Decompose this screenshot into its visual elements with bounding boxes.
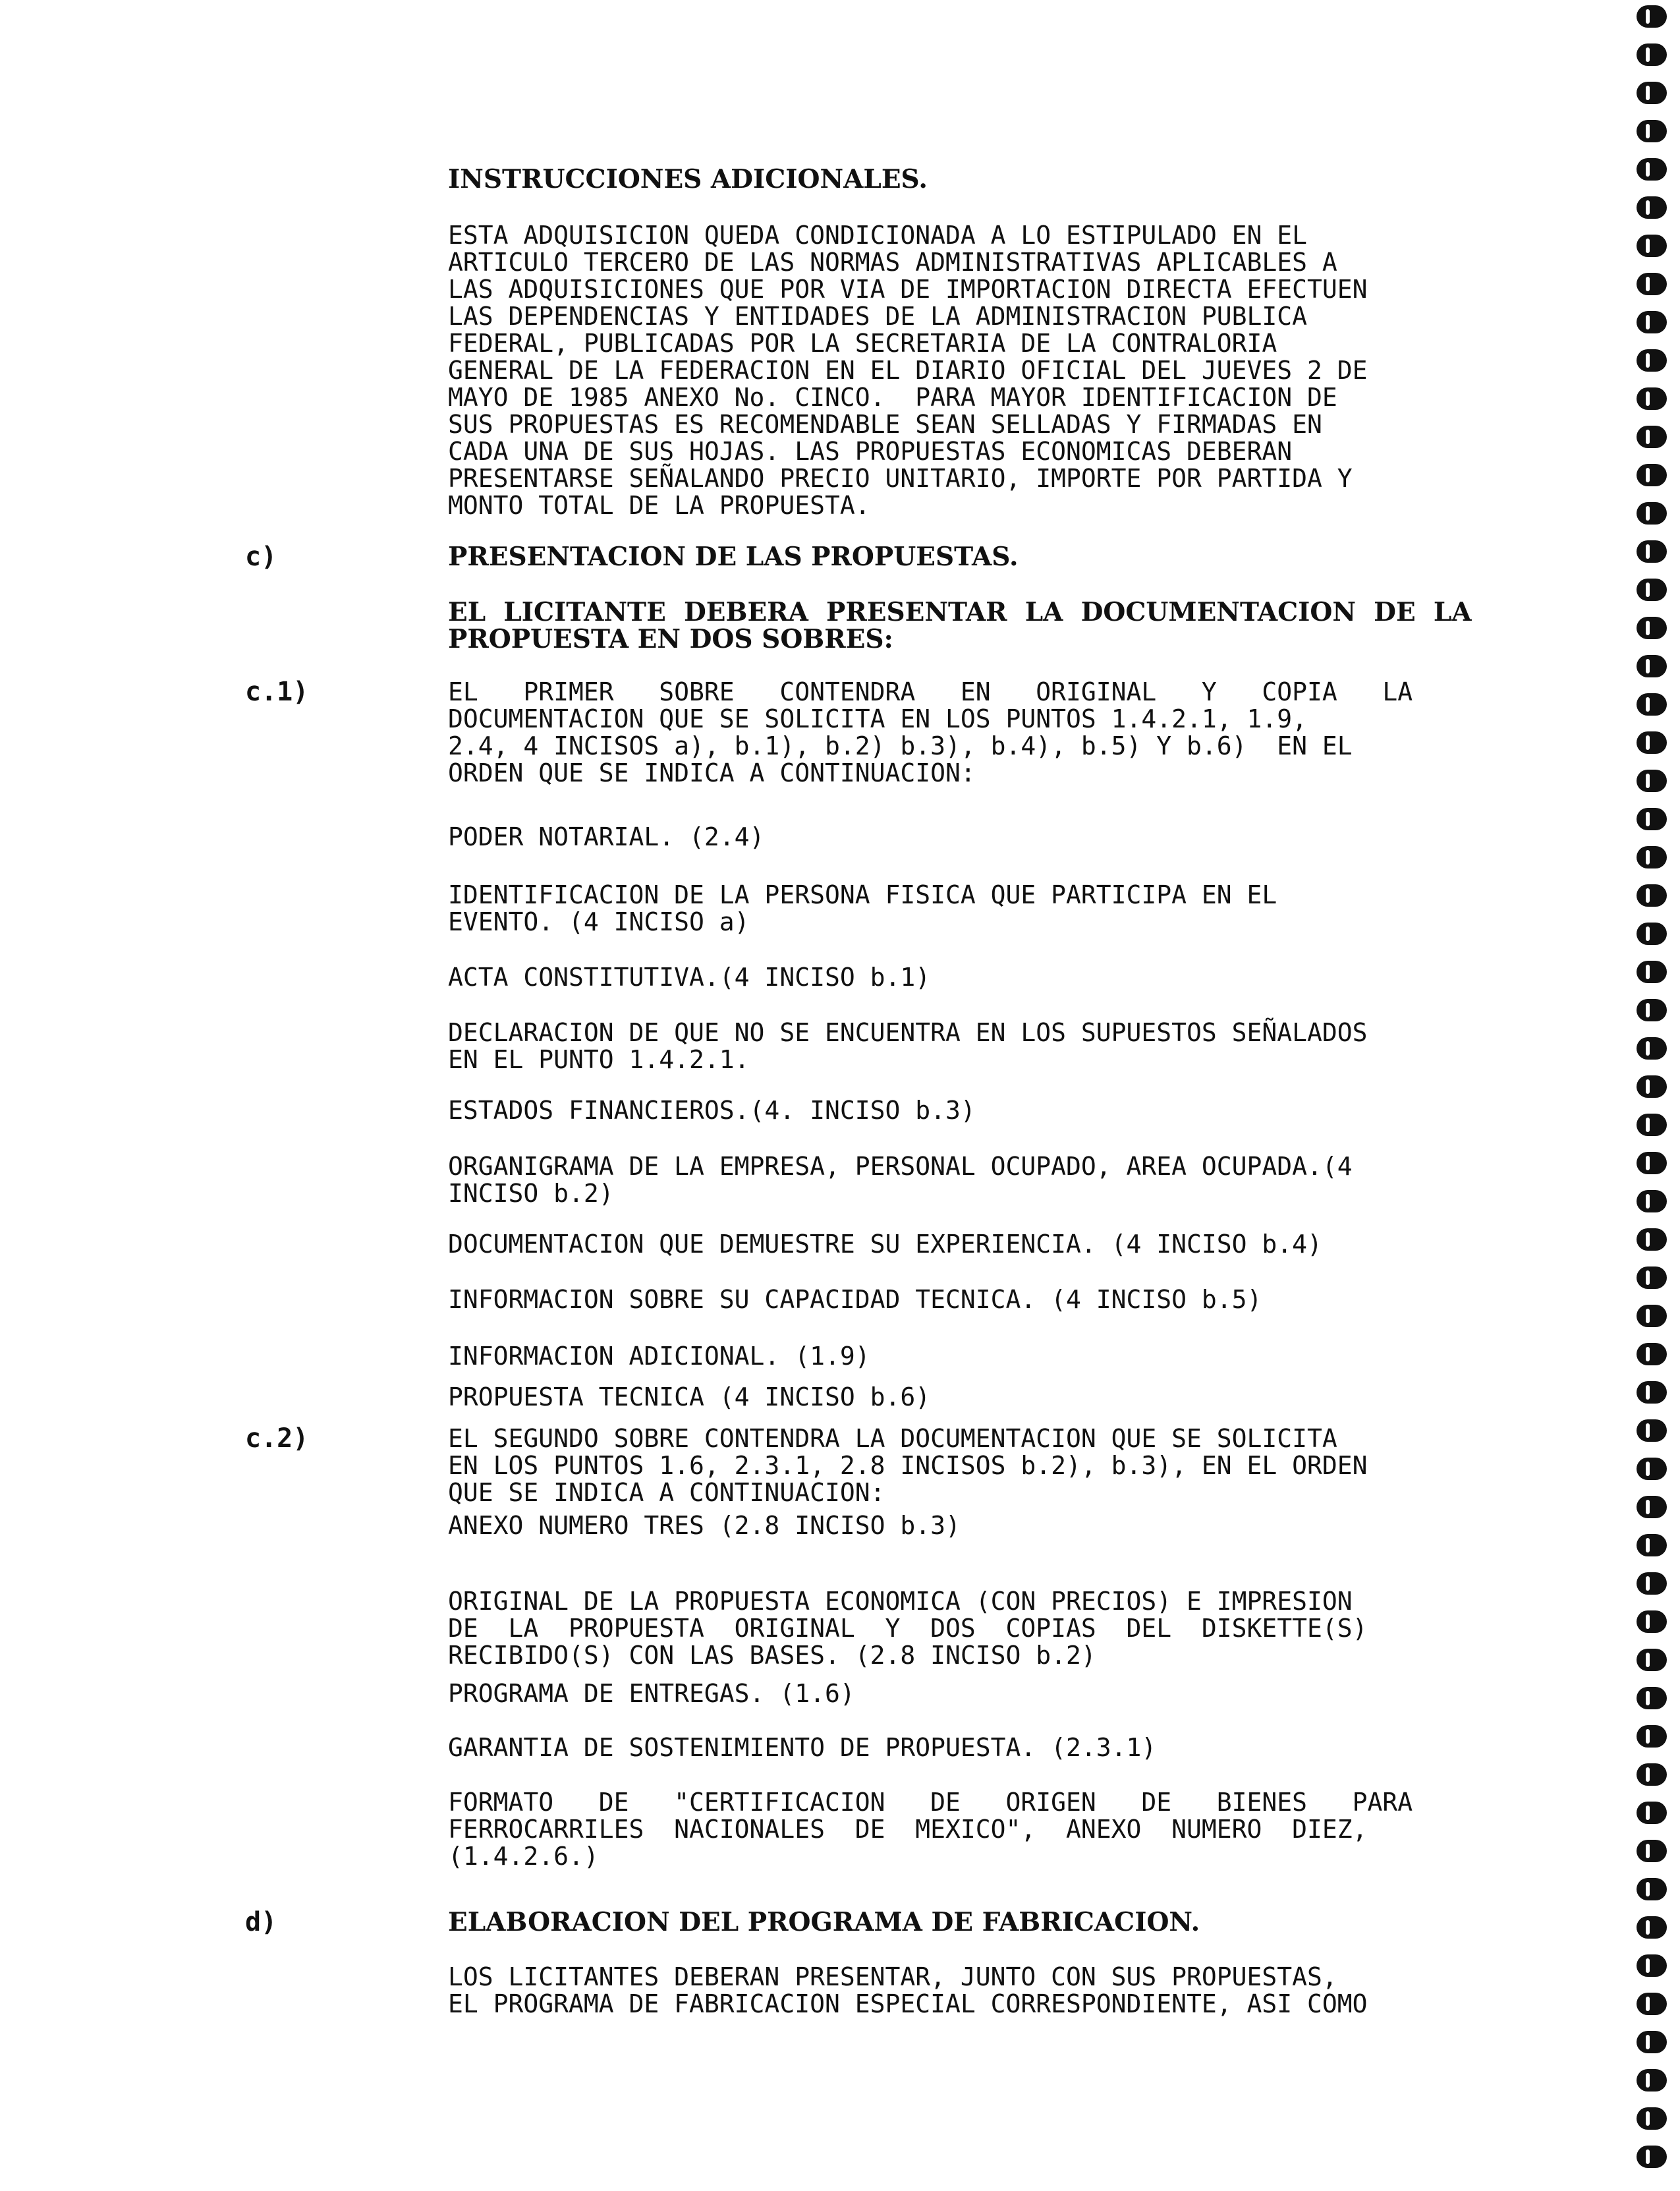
binder-hole-icon xyxy=(1637,808,1667,830)
c1-item xyxy=(448,1019,1463,1073)
c1-item xyxy=(448,1343,1463,1370)
section-c-intro-line: EL LICITANTE DEBERA PRESENTAR LA DOCUMENTACION DE LA xyxy=(448,597,1472,627)
c1-item-line: EN EL PUNTO 1.4.2.1. xyxy=(448,1045,750,1074)
c1-item xyxy=(448,1231,1463,1258)
c2-item xyxy=(448,1680,1463,1707)
c2-item-line: FERROCARRILES NACIONALES DE MEXICO", ANEXO NUMERO DIEZ, xyxy=(448,1815,1368,1844)
binder-hole-icon xyxy=(1637,617,1667,639)
binder-hole-icon xyxy=(1637,2107,1667,2130)
c1-item-line: PODER NOTARIAL. (2.4) xyxy=(448,822,765,851)
section-c1-line: DOCUMENTACION QUE SE SOLICITA EN LOS PUNTOS 1.4.2.1, 1.9, xyxy=(448,704,1308,733)
c1-item-line: DOCUMENTACION QUE DEMUESTRE SU EXPERIENCIA. (4 INCISO b.4) xyxy=(448,1230,1322,1259)
instructions-paragraph xyxy=(448,222,1463,519)
binder-hole-icon xyxy=(1637,693,1667,716)
c1-item xyxy=(448,964,1463,991)
section-c1-label: c.1) xyxy=(245,677,309,707)
c1-item xyxy=(448,1384,1463,1411)
binder-hole-icon xyxy=(1637,273,1667,295)
binder-hole-icon xyxy=(1637,961,1667,983)
section-d-line: EL PROGRAMA DE FABRICACION ESPECIAL CORRESPONDIENTE, ASI COMO xyxy=(448,1989,1368,2018)
binder-hole-icon xyxy=(1637,1381,1667,1404)
c2-item xyxy=(448,1588,1463,1669)
instructions-line: ESTA ADQUISICION QUEDA CONDICIONADA A LO ESTIPULADO EN EL xyxy=(448,221,1308,250)
section-c1-line: 2.4, 4 INCISOS a), b.1), b.2) b.3), b.4), b.5) Y b.6) EN EL xyxy=(448,731,1353,760)
section-c1-paragraph xyxy=(448,679,1463,787)
binder-hole-icon xyxy=(1637,1458,1667,1480)
c2-item xyxy=(448,1734,1463,1761)
c2-item-line: DE LA PROPUESTA ORIGINAL Y DOS COPIAS DEL DISKETTE(S) xyxy=(448,1614,1368,1643)
binder-hole-icon xyxy=(1637,426,1667,448)
c1-item-line: ORGANIGRAMA DE LA EMPRESA, PERSONAL OCUPADO, AREA OCUPADA.(4 xyxy=(448,1152,1353,1181)
binder-hole-icon xyxy=(1637,82,1667,104)
binder-hole-icon xyxy=(1637,1802,1667,1824)
c2-item-line: PROGRAMA DE ENTREGAS. (1.6) xyxy=(448,1679,855,1708)
instructions-line: LAS DEPENDENCIAS Y ENTIDADES DE LA ADMINISTRACION PUBLICA xyxy=(448,302,1308,331)
section-d-label: d) xyxy=(245,1907,277,1937)
section-c-intro xyxy=(448,597,1472,654)
c1-item-line: INFORMACION SOBRE SU CAPACIDAD TECNICA. (4 INCISO b.5) xyxy=(448,1285,1262,1314)
instructions-line: SUS PROPUESTAS ES RECOMENDABLE SEAN SELLADAS Y FIRMADAS EN xyxy=(448,410,1322,439)
c1-item-line: PROPUESTA TECNICA (4 INCISO b.6) xyxy=(448,1382,931,1411)
c1-item xyxy=(448,824,1463,851)
binder-hole-icon xyxy=(1637,158,1667,181)
binder-hole-icon xyxy=(1637,5,1667,28)
binder-hole-icon xyxy=(1637,235,1667,257)
c1-item-line: ACTA CONSTITUTIVA.(4 INCISO b.1) xyxy=(448,963,931,992)
section-c2-label: c.2) xyxy=(245,1423,309,1454)
binder-hole-icon xyxy=(1637,1114,1667,1136)
binder-hole-icon xyxy=(1637,1878,1667,1900)
binder-hole-icon xyxy=(1637,1534,1667,1556)
binder-ring-holes xyxy=(1637,0,1668,2191)
binder-hole-icon xyxy=(1637,846,1667,868)
section-c-title: PRESENTACION DE LAS PROPUESTAS. xyxy=(448,542,1019,572)
c1-item-line: EVENTO. (4 INCISO a) xyxy=(448,907,750,936)
c2-item-line: RECIBIDO(S) CON LAS BASES. (2.8 INCISO b.2) xyxy=(448,1641,1096,1670)
binder-hole-icon xyxy=(1637,1152,1667,1174)
binder-hole-icon xyxy=(1637,2031,1667,2053)
c1-item xyxy=(448,1153,1463,1207)
binder-hole-icon xyxy=(1637,1228,1667,1251)
binder-hole-icon xyxy=(1637,1840,1667,1862)
c1-item xyxy=(448,1097,1463,1124)
section-d-paragraph xyxy=(448,1964,1463,2018)
c2-item-line: FORMATO DE "CERTIFICACION DE ORIGEN DE BIENES PARA xyxy=(448,1788,1413,1817)
binder-hole-icon xyxy=(1637,1610,1667,1633)
binder-hole-icon xyxy=(1637,1190,1667,1212)
binder-hole-icon xyxy=(1637,540,1667,563)
c2-item-line: ANEXO NUMERO TRES (2.8 INCISO b.3) xyxy=(448,1511,961,1540)
section-c-intro-line: PROPUESTA EN DOS SOBRES: xyxy=(448,624,893,654)
c1-item-line: IDENTIFICACION DE LA PERSONA FISICA QUE PARTICIPA EN EL xyxy=(448,880,1277,909)
c2-item xyxy=(448,1512,1463,1539)
section-c1-line: EL PRIMER SOBRE CONTENDRA EN ORIGINAL Y COPIA LA xyxy=(448,677,1413,706)
binder-hole-icon xyxy=(1637,579,1667,601)
binder-hole-icon xyxy=(1637,1343,1667,1365)
instructions-line: FEDERAL, PUBLICADAS POR LA SECRETARIA DE LA CONTRALORIA xyxy=(448,329,1277,358)
binder-hole-icon xyxy=(1637,1993,1667,2015)
c1-item xyxy=(448,882,1463,936)
binder-hole-icon xyxy=(1637,1037,1667,1060)
binder-hole-icon xyxy=(1637,1687,1667,1709)
c1-item-line: INFORMACION ADICIONAL. (1.9) xyxy=(448,1342,870,1371)
section-c2-line: EL SEGUNDO SOBRE CONTENDRA LA DOCUMENTACION QUE SE SOLICITA xyxy=(448,1424,1337,1453)
c2-item-line: GARANTIA DE SOSTENIMIENTO DE PROPUESTA. (2.3.1) xyxy=(448,1733,1157,1762)
c2-item-line: ORIGINAL DE LA PROPUESTA ECONOMICA (CON PRECIOS) E IMPRESION xyxy=(448,1587,1353,1616)
c1-item-line: INCISO b.2) xyxy=(448,1179,614,1208)
binder-hole-icon xyxy=(1637,923,1667,945)
binder-hole-icon xyxy=(1637,349,1667,372)
section-c2-line: EN LOS PUNTOS 1.6, 2.3.1, 2.8 INCISOS b.2), b.3), EN EL ORDEN xyxy=(448,1451,1368,1480)
c1-item-line: ESTADOS FINANCIEROS.(4. INCISO b.3) xyxy=(448,1096,976,1125)
binder-hole-icon xyxy=(1637,196,1667,219)
binder-hole-icon xyxy=(1637,1954,1667,1977)
binder-hole-icon xyxy=(1637,1649,1667,1671)
binder-hole-icon xyxy=(1637,884,1667,907)
binder-hole-icon xyxy=(1637,387,1667,410)
section-c2-paragraph xyxy=(448,1425,1463,1506)
binder-hole-icon xyxy=(1637,2069,1667,2091)
binder-hole-icon xyxy=(1637,1305,1667,1327)
binder-hole-icon xyxy=(1637,999,1667,1021)
binder-hole-icon xyxy=(1637,1916,1667,1939)
section-c2-line: QUE SE INDICA A CONTINUACION: xyxy=(448,1478,885,1507)
c2-item-line: (1.4.2.6.) xyxy=(448,1842,599,1871)
binder-hole-icon xyxy=(1637,1496,1667,1518)
binder-hole-icon xyxy=(1637,770,1667,792)
binder-hole-icon xyxy=(1637,120,1667,142)
c2-item xyxy=(448,1789,1463,1870)
binder-hole-icon xyxy=(1637,731,1667,754)
c1-item xyxy=(448,1286,1463,1313)
binder-hole-icon xyxy=(1637,1419,1667,1442)
instructions-line: GENERAL DE LA FEDERACION EN EL DIARIO OFICIAL DEL JUEVES 2 DE xyxy=(448,356,1368,385)
section-c1-line: ORDEN QUE SE INDICA A CONTINUACION: xyxy=(448,758,976,787)
section-d-line: LOS LICITANTES DEBERAN PRESENTAR, JUNTO CON SUS PROPUESTAS, xyxy=(448,1962,1337,1991)
binder-hole-icon xyxy=(1637,464,1667,486)
binder-hole-icon xyxy=(1637,502,1667,525)
binder-hole-icon xyxy=(1637,1725,1667,1748)
binder-hole-icon xyxy=(1637,311,1667,333)
section-c-label: c) xyxy=(245,542,277,572)
binder-hole-icon xyxy=(1637,1572,1667,1595)
c1-item-line: DECLARACION DE QUE NO SE ENCUENTRA EN LOS SUPUESTOS SEÑALADOS xyxy=(448,1018,1368,1047)
binder-hole-icon xyxy=(1637,655,1667,677)
instructions-line: MAYO DE 1985 ANEXO No. CINCO. PARA MAYOR IDENTIFICACION DE xyxy=(448,383,1337,412)
heading-instrucciones-adicionales: INSTRUCCIONES ADICIONALES. xyxy=(448,164,928,194)
binder-hole-icon xyxy=(1637,43,1667,66)
binder-hole-icon xyxy=(1637,2146,1667,2168)
instructions-line: LAS ADQUISICIONES QUE POR VIA DE IMPORTACION DIRECTA EFECTUEN xyxy=(448,275,1368,304)
instructions-line: PRESENTARSE SEÑALANDO PRECIO UNITARIO, IMPORTE POR PARTIDA Y xyxy=(448,464,1353,493)
binder-hole-icon xyxy=(1637,1763,1667,1786)
instructions-line: CADA UNA DE SUS HOJAS. LAS PROPUESTAS ECONOMICAS DEBERAN xyxy=(448,437,1293,466)
instructions-line: ARTICULO TERCERO DE LAS NORMAS ADMINISTRATIVAS APLICABLES A xyxy=(448,248,1337,277)
instructions-line: MONTO TOTAL DE LA PROPUESTA. xyxy=(448,491,870,520)
binder-hole-icon xyxy=(1637,1075,1667,1098)
section-d-title: ELABORACION DEL PROGRAMA DE FABRICACION. xyxy=(448,1907,1200,1937)
binder-hole-icon xyxy=(1637,1266,1667,1289)
